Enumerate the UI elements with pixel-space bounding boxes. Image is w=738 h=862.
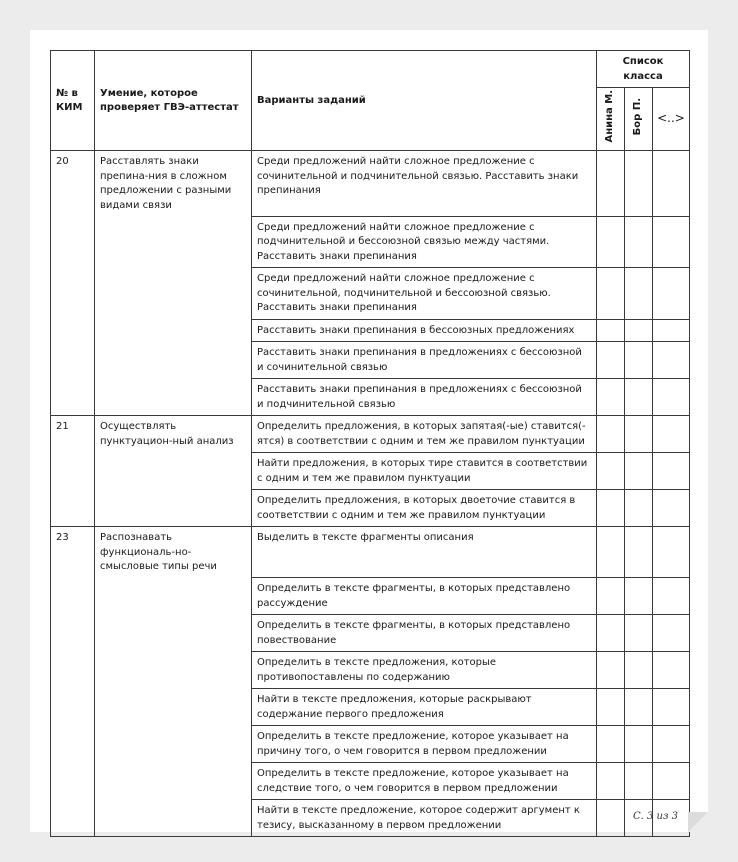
table-row [51,800,690,837]
kim-number-cell [51,800,95,837]
student-mark-cell[interactable] [597,763,625,800]
skill-cell [95,216,252,268]
kim-number-cell: 20 [51,151,95,217]
student-header [597,88,625,151]
student-mark-cell[interactable] [597,527,625,578]
skill-cell [95,490,252,527]
student-mark-cell[interactable] [653,216,690,268]
task-variant-cell: Определить в тексте предложения, которые противопоставлены по содержанию [252,652,597,689]
student-mark-cell[interactable] [653,527,690,578]
kim-number-cell: 21 [51,416,95,453]
table-row [51,151,690,217]
student-mark-cell[interactable] [597,319,625,342]
student-mark-cell[interactable] [597,726,625,763]
student-mark-cell[interactable] [653,726,690,763]
student-mark-cell[interactable] [653,615,690,652]
kim-number-cell [51,319,95,342]
skill-cell [95,379,252,416]
student-name: Бор П. [632,97,644,135]
table-row [51,453,690,490]
task-variant-cell: Найти в тексте предложение, которое содержит аргумент к тезису, высказанному в первом предложении [252,800,597,837]
task-variant-cell: Выделить в тексте фрагменты описания [252,527,597,578]
page-corner-fold [688,812,708,832]
table-row [51,726,690,763]
task-variant-cell: Найти в тексте предложения, которые раскрывают содержание первого предложения [252,689,597,726]
student-mark-cell[interactable] [597,652,625,689]
table-row [51,578,690,615]
table-row [51,379,690,416]
kim-number-cell [51,578,95,615]
table-row [51,216,690,268]
student-mark-cell[interactable] [625,578,653,615]
task-variant-cell: Среди предложений найти сложное предложение с сочинительной, подчинительной и бессоюзной связью. Расставить знаки препинания [252,268,597,320]
skill-cell: Расставлять знаки препина-ния в сложном предложении с разными видами связи [95,151,252,217]
student-mark-cell[interactable] [653,342,690,379]
kim-number-cell [51,342,95,379]
skill-cell [95,652,252,689]
kim-number-cell: 23 [51,527,95,578]
student-mark-cell[interactable] [597,342,625,379]
task-variant-cell: Среди предложений найти сложное предложение с сочинительной и подчинительной связью. Расставить знаки препинания [252,151,597,217]
student-mark-cell[interactable] [653,652,690,689]
table-row [51,689,690,726]
student-name: Анина М. [604,90,616,143]
task-variant-cell: Расставить знаки препинания в бессоюзных предложениях [252,319,597,342]
kim-number-cell [51,453,95,490]
assessment-table [50,50,690,837]
student-mark-cell[interactable] [653,689,690,726]
student-mark-cell[interactable] [625,726,653,763]
student-mark-cell[interactable] [653,578,690,615]
student-header [653,88,690,151]
table-row [51,652,690,689]
student-mark-cell[interactable] [625,319,653,342]
skill-cell [95,268,252,320]
student-mark-cell[interactable] [597,800,625,837]
student-mark-cell[interactable] [625,268,653,320]
task-variant-cell: Определить в тексте фрагменты, в которых представлено повествование [252,615,597,652]
student-mark-cell[interactable] [597,689,625,726]
skill-cell: Распознавать функциональ-но-смысловые типы речи [95,527,252,578]
student-mark-cell[interactable] [653,763,690,800]
student-mark-cell[interactable] [625,216,653,268]
student-mark-cell[interactable] [625,342,653,379]
task-variant-cell: Определить предложения, в которых запятая(-ые) ставится(-ятся) в соответствии с одним и тем же правилом пунктуации [252,416,597,453]
kim-number-header: № в КИМ [51,51,95,151]
kim-number-cell [51,615,95,652]
document-page [30,30,708,832]
student-header [625,88,653,151]
skill-cell: Осуществлять пунктуацион-ный анализ [95,416,252,453]
table-body [51,151,690,837]
task-variant-cell: Определить в тексте предложение, которое указывает на причину того, о чем говорится в первом предложении [252,726,597,763]
table-row [51,763,690,800]
table-row [51,268,690,320]
skill-cell [95,615,252,652]
task-variant-cell: Определить предложения, в которых двоеточие ставится в соответствии с одним и тем же правилом пунктуации [252,490,597,527]
task-variant-cell: Расставить знаки препинания в предложениях с бессоюзной и сочинительной связью [252,342,597,379]
student-mark-cell[interactable] [653,319,690,342]
student-mark-cell[interactable] [625,490,653,527]
student-mark-cell[interactable] [625,615,653,652]
student-mark-cell[interactable] [625,652,653,689]
student-mark-cell[interactable] [597,416,625,453]
student-mark-cell[interactable] [653,379,690,416]
student-mark-cell[interactable] [653,151,690,217]
skill-cell [95,578,252,615]
kim-number-cell [51,763,95,800]
skill-cell [95,689,252,726]
skill-cell [95,453,252,490]
kim-number-cell [51,268,95,320]
kim-number-cell [51,652,95,689]
table-row [51,342,690,379]
skill-header: Умение, которое проверяет ГВЭ-аттестат [95,51,252,151]
student-mark-cell[interactable] [625,416,653,453]
student-mark-cell[interactable] [597,615,625,652]
skill-cell [95,319,252,342]
task-variant-cell: Определить в тексте фрагменты, в которых представлено рассуждение [252,578,597,615]
student-mark-cell[interactable] [597,453,625,490]
table-row [51,527,690,578]
class-list-header: Список класса [597,51,690,88]
task-variant-cell: Определить в тексте предложение, которое указывает на следствие того, о чем говорится в первом предложении [252,763,597,800]
student-mark-cell[interactable] [597,490,625,527]
student-mark-cell[interactable] [625,689,653,726]
kim-number-cell [51,379,95,416]
student-mark-cell[interactable] [625,527,653,578]
table-row [51,319,690,342]
table-row [51,615,690,652]
student-mark-cell[interactable] [597,379,625,416]
student-mark-cell[interactable] [625,763,653,800]
task-variant-cell: Найти предложения, в которых тире ставится в соответствии с одним и тем же правилом пунктуации [252,453,597,490]
student-mark-cell[interactable] [653,453,690,490]
skill-cell [95,800,252,837]
student-mark-cell[interactable] [597,151,625,217]
skill-cell [95,763,252,800]
student-mark-cell[interactable] [625,453,653,490]
task-variant-cell: Среди предложений найти сложное предложение с подчинительной и бессоюзной связью между частями. Расставить знаки препинания [252,216,597,268]
header-row [51,51,690,88]
kim-number-cell [51,689,95,726]
table-row [51,416,690,453]
student-mark-cell[interactable] [625,379,653,416]
student-mark-cell[interactable] [653,416,690,453]
task-variant-cell: Расставить знаки препинания в предложениях с бессоюзной и подчинительной связью [252,379,597,416]
student-mark-cell[interactable] [597,268,625,320]
student-mark-cell[interactable] [625,151,653,217]
kim-number-cell [51,726,95,763]
student-mark-cell[interactable] [597,578,625,615]
student-mark-cell[interactable] [653,268,690,320]
page-number: С. 3 из 3 [633,811,678,822]
skill-cell [95,342,252,379]
student-mark-cell[interactable] [597,216,625,268]
student-name: <..> [657,110,685,125]
table-row [51,490,690,527]
student-mark-cell[interactable] [653,490,690,527]
skill-cell [95,726,252,763]
tasks-header: Варианты заданий [252,51,597,151]
kim-number-cell [51,216,95,268]
kim-number-cell [51,490,95,527]
